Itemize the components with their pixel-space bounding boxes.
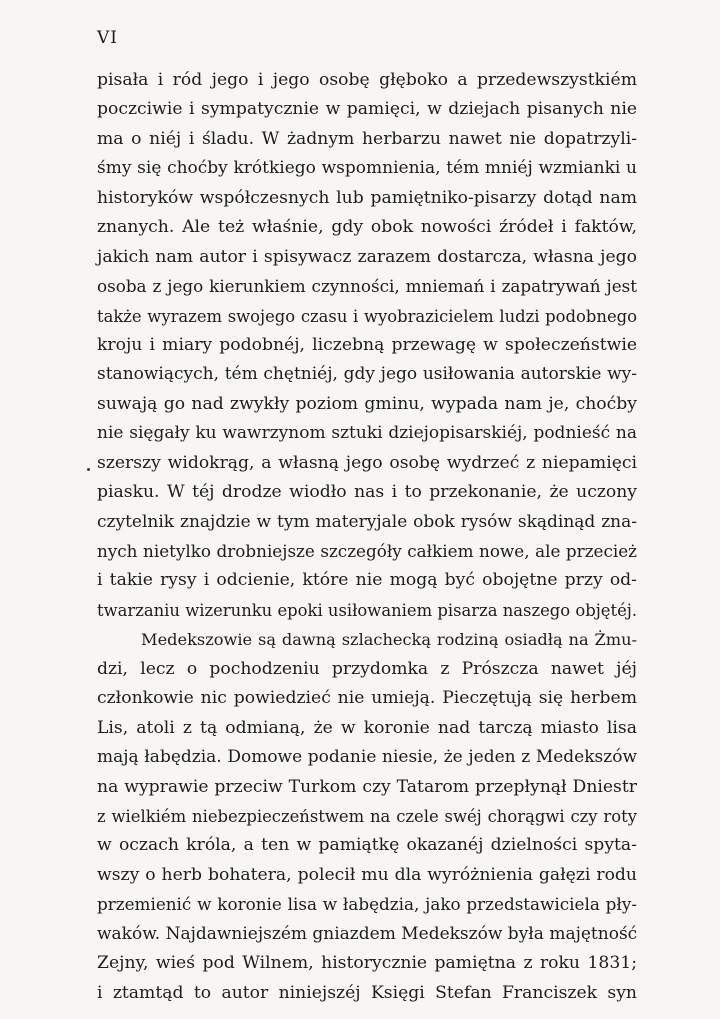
text-line: Medekszowie są dawną szlachecką rodziną osiadłą na Żmu- bbox=[141, 630, 637, 650]
text-line: wszy o herb bohatera, polecił mu dla wyróżnienia gałęzi rodu bbox=[97, 864, 637, 885]
text-line: mają łabędzia. Domowe podanie niesie, że jeden z Medekszów bbox=[97, 747, 637, 768]
margin-mark bbox=[87, 468, 90, 471]
text-line: czytelnik znajdzie w tym materyjale obok rysów skądinąd zna- bbox=[97, 511, 637, 532]
text-line: szerszy widokrąg, a własną jego osobę wydrzeć z niepamięci bbox=[97, 452, 637, 473]
text-line: kroju i miary podobnéj, liczebną przewagę w społeczeństwie bbox=[97, 334, 637, 355]
text-line: i ztamtąd to autor niniejszéj Księgi Stefan Franciszek syn bbox=[97, 982, 637, 1003]
text-line: także wyrazem swojego czasu i wyobrazicielem ludzi podobnego bbox=[97, 306, 637, 326]
text-line: waków. Najdawniejszém gniazdem Medekszów była majętność bbox=[97, 923, 638, 944]
text-line: z wielkiém niebezpieczeństwem na czele swéj chorągwi czy roty bbox=[97, 806, 637, 826]
body-text bbox=[97, 66, 637, 1008]
text-line: ma o niéj i śladu. W żadnym herbarzu nawet nie dopatrzyli- bbox=[97, 128, 637, 149]
text-line: na wyprawie przeciw Turkom czy Tatarom przepłynął Dniestr bbox=[97, 776, 637, 797]
text-line: twarzaniu wizerunku epoki usiłowaniem pisarza naszego objętéj. bbox=[97, 600, 638, 620]
text-line: poczciwie i sympatycznie w pamięci, w dziejach pisanych nie bbox=[97, 99, 637, 120]
text-line: Zejny, wieś pod Wilnem, historycznie pamiętna z roku 1831; bbox=[97, 953, 637, 974]
text-line: jakich nam autor i spisywacz zarazem dostarcza, własna jego bbox=[97, 246, 637, 267]
text-line: suwają go nad zwykły poziom gminu, wypada nam je, choćby bbox=[97, 393, 637, 414]
text-line: osoba z jego kierunkiem czynności, mniemań i zapatrywań jest bbox=[97, 276, 637, 297]
text-line: znanych. Ale też właśnie, gdy obok nowości źródeł i faktów, bbox=[97, 217, 637, 238]
text-line: członkowie nic powiedzieć nie umieją. Pieczętują się herbem bbox=[97, 688, 637, 709]
text-line: pisała i ród jego i jego osobę głęboko a przedewszystkiém bbox=[97, 70, 637, 90]
text-line: Lis, atoli z tą odmianą, że w koronie nad tarczą miasto lisa bbox=[97, 717, 637, 738]
text-line: nych nietylko drobniejsze szczegóły całkiem nowe, ale przecież bbox=[97, 541, 637, 561]
text-line: dzi, lecz o pochodzeniu przydomka z Prószcza nawet jéj bbox=[97, 658, 637, 679]
text-line: i takie rysy i odcienie, które nie mogą być obojętne przy od- bbox=[97, 570, 637, 591]
text-line: piasku. W téj drodze wiodło nas i to przekonanie, że uczony bbox=[97, 482, 637, 503]
text-line: przemienić w koronie lisa w łabędzia, jako przedstawiciela pły- bbox=[97, 894, 637, 915]
page-number: VI bbox=[97, 28, 118, 48]
text-line: historyków współczesnych lub pamiętniko-pisarzy dotąd nam bbox=[97, 187, 637, 208]
text-line: stanowiących, tém chętniéj, gdy jego usiłowania autorskie wy- bbox=[97, 364, 637, 385]
text-line: w oczach króla, a ten w pamiątkę okazanéj dzielności spyta- bbox=[97, 835, 637, 856]
text-line: nie sięgały ku wawrzynom sztuki dziejopisarskiéj, podnieść na bbox=[97, 423, 637, 444]
text-line: śmy się choćby krótkiego wspomnienia, tém mniéj wzmianki u bbox=[97, 158, 637, 179]
